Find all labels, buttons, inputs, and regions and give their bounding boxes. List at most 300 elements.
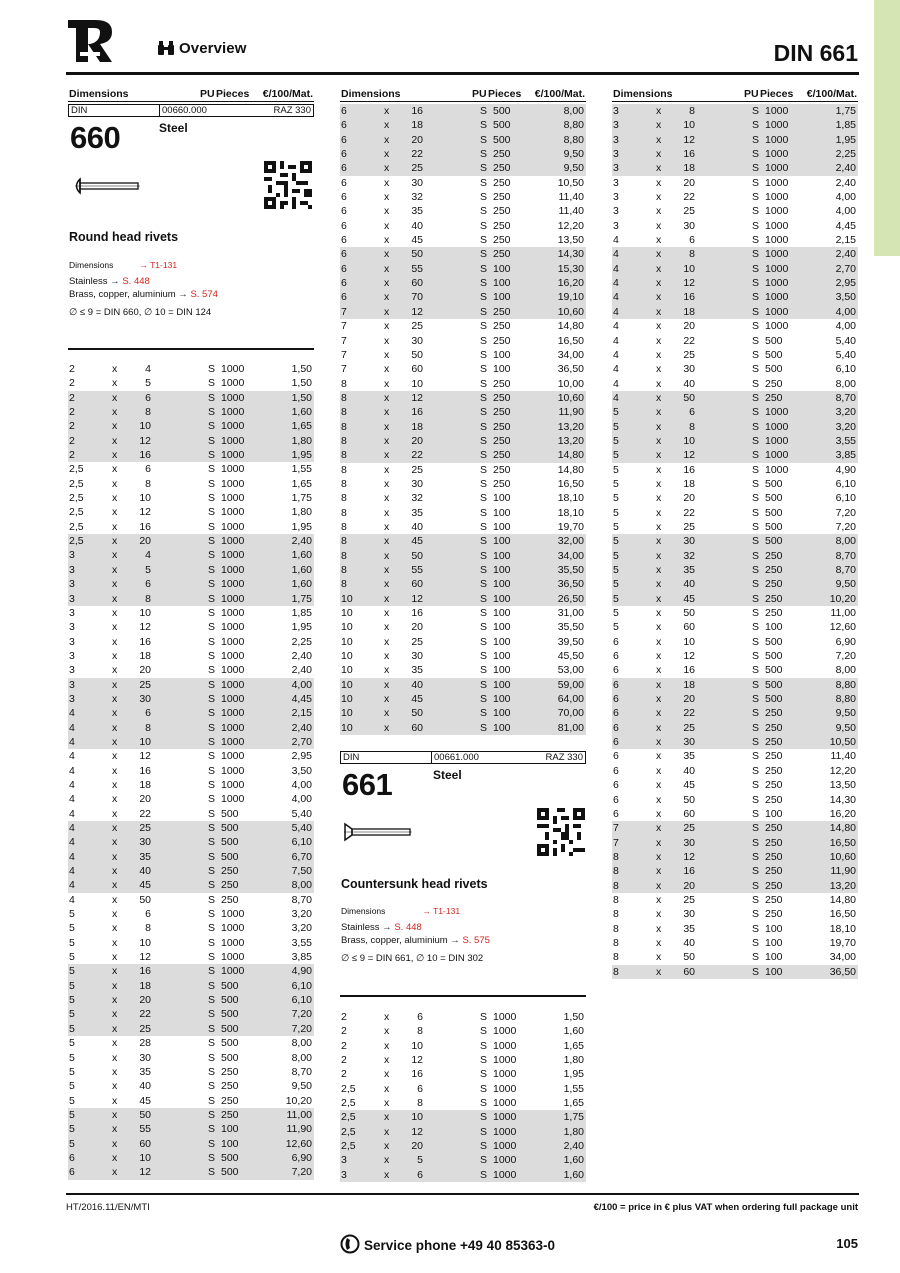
- diameter-cell: 2: [69, 391, 75, 404]
- table-row: [68, 663, 314, 677]
- length-cell: 45: [139, 1094, 151, 1107]
- price-cell: 1,65: [291, 420, 312, 433]
- table-rows: [340, 1010, 586, 1182]
- pieces-cell: 250: [493, 477, 511, 490]
- header-pieces: Pieces: [760, 88, 794, 100]
- stainless-link[interactable]: S. 448: [394, 922, 422, 933]
- pu-code-cell: S: [752, 621, 760, 634]
- length-cell: 10: [139, 606, 151, 619]
- price-cell: 3,85: [291, 951, 312, 964]
- diameter-cell: 4: [69, 865, 75, 878]
- times-cell: x: [656, 922, 662, 935]
- times-cell: x: [656, 463, 662, 476]
- column-3: [612, 84, 858, 979]
- diameter-cell: 6: [613, 807, 619, 820]
- table-row: [612, 334, 858, 348]
- table-row: [340, 233, 586, 247]
- price-cell: 8,80: [835, 693, 856, 706]
- pieces-cell: 250: [493, 449, 511, 462]
- diameter-cell: 3: [341, 1154, 347, 1167]
- document-code: HT/2016.11/EN/MTI: [66, 1202, 150, 1213]
- price-cell: 1,80: [563, 1054, 584, 1067]
- price-cell: 2,25: [835, 148, 856, 161]
- pieces-cell: 1000: [221, 750, 245, 763]
- table-row: [68, 764, 314, 778]
- price-cell: 4,00: [291, 678, 312, 691]
- price-cell: 2,95: [291, 750, 312, 763]
- pieces-cell: 1000: [221, 535, 245, 548]
- table-row: [340, 334, 586, 348]
- pieces-cell: 250: [221, 865, 239, 878]
- price-cell: 14,80: [557, 463, 584, 476]
- stainless-label: Stainless →: [341, 922, 392, 933]
- price-cell: 3,20: [291, 908, 312, 921]
- price-cell: 64,00: [557, 693, 584, 706]
- pieces-cell: 500: [221, 979, 239, 992]
- pu-code-cell: S: [208, 578, 216, 591]
- table-row: [612, 821, 858, 835]
- diameter-cell: 3: [69, 592, 75, 605]
- length-cell: 45: [139, 879, 151, 892]
- pu-code-cell: S: [480, 721, 488, 734]
- price-cell: 11,90: [830, 865, 856, 878]
- din-number: 661: [342, 767, 393, 802]
- times-cell: x: [384, 693, 390, 706]
- length-cell: 6: [689, 406, 695, 419]
- pieces-cell: 1000: [221, 377, 245, 390]
- times-cell: x: [656, 707, 662, 720]
- pu-code-cell: S: [480, 305, 488, 318]
- length-cell: 20: [411, 133, 423, 146]
- length-cell: 60: [411, 277, 423, 290]
- times-cell: x: [384, 621, 390, 634]
- diameter-cell: 8: [341, 463, 347, 476]
- pieces-cell: 1000: [765, 406, 789, 419]
- length-cell: 12: [139, 621, 151, 634]
- pu-code-cell: S: [752, 549, 760, 562]
- table-row: [612, 893, 858, 907]
- times-cell: x: [384, 506, 390, 519]
- pieces-cell: 500: [765, 348, 783, 361]
- length-cell: 16: [139, 520, 151, 533]
- times-cell: x: [112, 477, 118, 490]
- pieces-cell: 250: [765, 377, 783, 390]
- footer-rule: [66, 1193, 859, 1195]
- pieces-cell: 1000: [765, 119, 789, 132]
- times-cell: x: [112, 1037, 118, 1050]
- times-cell: x: [112, 363, 118, 375]
- pu-code-cell: S: [752, 807, 760, 820]
- dimensions-link[interactable]: → T1-131: [422, 906, 461, 916]
- pu-code-cell: S: [752, 879, 760, 892]
- price-cell: 8,80: [563, 119, 584, 132]
- times-cell: x: [656, 750, 662, 763]
- length-cell: 22: [139, 1008, 151, 1021]
- table-row: [340, 1125, 586, 1139]
- price-cell: 26,50: [557, 592, 584, 605]
- length-cell: 4: [145, 363, 151, 375]
- table-row: [340, 1053, 586, 1067]
- length-cell: 5: [417, 1154, 423, 1167]
- price-cell: 4,00: [835, 191, 856, 204]
- pieces-cell: 250: [493, 420, 511, 433]
- pieces-cell: 500: [765, 650, 783, 663]
- pieces-cell: 100: [493, 678, 511, 691]
- table-row: [612, 233, 858, 247]
- pu-code-cell: S: [752, 650, 760, 663]
- table-row: [68, 678, 314, 692]
- pu-code-cell: S: [752, 176, 760, 189]
- pu-code-cell: S: [752, 377, 760, 390]
- stainless-link[interactable]: S. 448: [122, 276, 150, 287]
- pu-code-cell: S: [208, 463, 216, 476]
- times-cell: x: [656, 865, 662, 878]
- times-cell: x: [656, 736, 662, 749]
- length-cell: 8: [417, 1097, 423, 1110]
- pu-code-cell: S: [752, 420, 760, 433]
- length-cell: 30: [683, 736, 695, 749]
- pieces-cell: 1000: [221, 420, 245, 433]
- stainless-label: Stainless →: [69, 276, 120, 287]
- header-price: €/100/Mat.: [534, 88, 585, 100]
- page-number: 105: [836, 1236, 858, 1251]
- times-cell: x: [656, 807, 662, 820]
- length-cell: 12: [683, 133, 695, 146]
- diameter-cell: 5: [69, 1108, 75, 1121]
- times-cell: x: [384, 162, 390, 175]
- pieces-cell: 100: [493, 693, 511, 706]
- pieces-cell: 100: [493, 520, 511, 533]
- length-cell: 40: [139, 1080, 151, 1093]
- table-row: [612, 850, 858, 864]
- pu-code-cell: S: [208, 1037, 216, 1050]
- table-row: [68, 592, 314, 606]
- table-row: [68, 577, 314, 591]
- table-row: [340, 477, 586, 491]
- diameter-cell: 6: [613, 635, 619, 648]
- pu-code-cell: S: [480, 133, 488, 146]
- pu-code-cell: S: [208, 1151, 216, 1164]
- table-row: [68, 620, 314, 634]
- pu-code-cell: S: [752, 363, 760, 376]
- table-row: [612, 434, 858, 448]
- header-dimensions: Dimensions: [613, 88, 673, 100]
- divider: [431, 751, 432, 764]
- times-cell: x: [384, 420, 390, 433]
- price-cell: 8,80: [563, 133, 584, 146]
- table-row: [612, 319, 858, 333]
- table-row: [68, 749, 314, 763]
- diameter-cell: 5: [613, 564, 619, 576]
- dimensions-line: [341, 903, 490, 920]
- pieces-cell: 500: [765, 535, 783, 548]
- times-cell: x: [384, 1068, 390, 1081]
- table-row: [68, 405, 314, 419]
- header-price: €/100/Mat.: [806, 88, 857, 100]
- price-cell: 10,50: [829, 736, 856, 749]
- pieces-cell: 1000: [765, 234, 789, 247]
- length-cell: 30: [683, 908, 695, 921]
- pieces-cell: 250: [221, 1080, 239, 1093]
- price-cell: 59,00: [557, 678, 584, 691]
- pu-code-cell: S: [480, 1097, 488, 1110]
- table-row: [612, 391, 858, 405]
- pieces-cell: 500: [221, 1037, 239, 1050]
- length-cell: 10: [683, 434, 695, 447]
- pu-code-cell: S: [752, 291, 760, 304]
- table-row: [340, 592, 586, 606]
- length-cell: 6: [689, 234, 695, 247]
- times-cell: x: [656, 621, 662, 634]
- pu-code-cell: S: [480, 320, 488, 333]
- dimensions-link[interactable]: → T1-131: [139, 260, 178, 270]
- times-cell: x: [656, 893, 662, 906]
- length-cell: 10: [139, 1151, 151, 1164]
- times-cell: x: [384, 578, 390, 591]
- pieces-cell: 1000: [221, 592, 245, 605]
- table-row: [612, 735, 858, 749]
- diameter-cell: 4: [613, 305, 619, 318]
- pu-code-cell: S: [752, 119, 760, 132]
- length-cell: 10: [411, 1111, 423, 1124]
- pu-code-cell: S: [480, 635, 488, 648]
- diameter-cell: 8: [341, 391, 347, 404]
- price-cell: 1,95: [291, 449, 312, 462]
- diameter-cell: 2,5: [341, 1140, 356, 1153]
- length-cell: 10: [683, 119, 695, 132]
- length-cell: 12: [139, 506, 151, 519]
- diameter-cell: 6: [69, 1166, 75, 1179]
- pieces-cell: 100: [493, 348, 511, 361]
- length-cell: 20: [139, 664, 151, 677]
- diameter-cell: 5: [69, 1022, 75, 1035]
- divider: [159, 104, 160, 117]
- times-cell: x: [384, 248, 390, 261]
- price-cell: 14,80: [829, 822, 856, 835]
- length-cell: 45: [411, 234, 423, 247]
- pieces-cell: 250: [493, 320, 511, 333]
- diameter-cell: 2: [69, 377, 75, 390]
- pieces-cell: 1000: [221, 391, 245, 404]
- times-cell: x: [112, 434, 118, 447]
- pieces-cell: 250: [493, 377, 511, 390]
- table-row: [612, 348, 858, 362]
- table-row: [68, 362, 314, 376]
- pieces-cell: 250: [493, 176, 511, 189]
- table-row: [68, 878, 314, 892]
- times-cell: x: [112, 1108, 118, 1121]
- pieces-cell: 1000: [221, 764, 245, 777]
- length-cell: 10: [139, 936, 151, 949]
- brass-link[interactable]: S. 575: [462, 935, 490, 946]
- pieces-cell: 100: [765, 922, 783, 935]
- pieces-cell: 1000: [765, 291, 789, 304]
- pu-code-cell: S: [208, 750, 216, 763]
- table-row: [68, 391, 314, 405]
- table-row: [612, 907, 858, 921]
- pu-code-cell: S: [752, 191, 760, 204]
- pu-code-cell: S: [208, 908, 216, 921]
- dimensions-line: [69, 257, 218, 274]
- diameter-cell: 10: [341, 664, 353, 677]
- header-rule: [66, 72, 859, 75]
- table-row: [68, 1022, 314, 1036]
- times-cell: x: [384, 1082, 390, 1095]
- brass-link[interactable]: S. 574: [190, 289, 218, 300]
- times-cell: x: [384, 348, 390, 361]
- price-cell: 8,00: [835, 377, 856, 390]
- pu-code-cell: S: [752, 334, 760, 347]
- dimensions-label: Dimensions: [341, 906, 386, 916]
- times-cell: x: [656, 191, 662, 204]
- length-cell: 6: [417, 1168, 423, 1181]
- pieces-cell: 1000: [765, 191, 789, 204]
- price-cell: 5,40: [291, 822, 312, 834]
- price-cell: 81,00: [557, 721, 584, 734]
- pieces-cell: 1000: [765, 219, 789, 232]
- price-cell: 13,50: [557, 234, 584, 247]
- length-cell: 10: [683, 635, 695, 648]
- pieces-cell: 500: [221, 1022, 239, 1035]
- times-cell: x: [656, 564, 662, 576]
- pieces-cell: 100: [221, 1123, 239, 1136]
- diameter-cell: 7: [613, 836, 619, 849]
- diameter-cell: 8: [341, 477, 347, 490]
- diameter-cell: 4: [613, 262, 619, 275]
- pu-code-cell: S: [480, 148, 488, 161]
- diameter-cell: 6: [341, 219, 347, 232]
- diameter-cell: 8: [613, 908, 619, 921]
- table-row: [612, 276, 858, 290]
- pu-code-cell: S: [480, 248, 488, 261]
- table-row: [340, 577, 586, 591]
- table-row: [612, 104, 858, 118]
- times-cell: x: [112, 778, 118, 791]
- length-cell: 35: [683, 750, 695, 763]
- length-cell: 22: [411, 148, 423, 161]
- table-row: [612, 118, 858, 132]
- times-cell: x: [656, 305, 662, 318]
- table-row: [612, 204, 858, 218]
- pu-code-cell: S: [752, 936, 760, 949]
- times-cell: x: [384, 262, 390, 275]
- table-rule: [340, 995, 586, 997]
- pieces-cell: 1000: [221, 908, 245, 921]
- length-cell: 18: [411, 420, 423, 433]
- length-cell: 32: [411, 191, 423, 204]
- length-cell: 8: [145, 721, 151, 734]
- diameter-cell: 5: [613, 549, 619, 562]
- price-cell: 4,00: [835, 320, 856, 333]
- length-cell: 30: [683, 219, 695, 232]
- diameter-cell: 8: [341, 377, 347, 390]
- diameter-cell: 5: [613, 535, 619, 548]
- pu-code-cell: S: [208, 1123, 216, 1136]
- table-row: [68, 635, 314, 649]
- diameter-cell: 6: [613, 707, 619, 720]
- price-cell: 6,90: [291, 1151, 312, 1164]
- pieces-cell: 250: [765, 764, 783, 777]
- pieces-cell: 1000: [493, 1125, 517, 1138]
- times-cell: x: [112, 1022, 118, 1035]
- table-row: [68, 1108, 314, 1122]
- pieces-cell: 1000: [221, 735, 245, 748]
- diameter-cell: 3: [613, 162, 619, 175]
- price-cell: 36,50: [557, 578, 584, 591]
- diameter-cell: 5: [613, 520, 619, 533]
- diameter-cell: 2: [69, 420, 75, 433]
- times-cell: x: [384, 721, 390, 734]
- pu-code-cell: S: [752, 506, 760, 519]
- length-cell: 55: [411, 564, 423, 576]
- diameter-cell: 8: [341, 449, 347, 462]
- diameter-cell: 5: [613, 506, 619, 519]
- price-cell: 11,40: [558, 205, 584, 218]
- times-cell: x: [656, 277, 662, 290]
- times-cell: x: [112, 807, 118, 820]
- diameter-cell: 6: [341, 248, 347, 261]
- table-row: [340, 706, 586, 720]
- price-cell: 12,20: [829, 764, 856, 777]
- table-row: [68, 893, 314, 907]
- times-cell: x: [112, 449, 118, 462]
- pu-code-cell: S: [208, 1080, 216, 1093]
- section-heading: [157, 40, 247, 57]
- table-row: [612, 448, 858, 462]
- table-row: [68, 950, 314, 964]
- length-cell: 25: [139, 1022, 151, 1035]
- pieces-cell: 100: [493, 549, 511, 562]
- table-row: [340, 176, 586, 190]
- pu-code-cell: S: [752, 607, 760, 620]
- pu-code-cell: S: [480, 1154, 488, 1167]
- pieces-cell: 250: [765, 836, 783, 849]
- length-cell: 20: [683, 879, 695, 892]
- diameter-cell: 6: [613, 736, 619, 749]
- pu-code-cell: S: [208, 1065, 216, 1078]
- pieces-cell: 1000: [221, 563, 245, 576]
- table-row: [68, 1094, 314, 1108]
- length-cell: 12: [411, 1054, 423, 1067]
- table-row: [612, 577, 858, 591]
- pieces-cell: 250: [493, 248, 511, 261]
- pieces-cell: 250: [765, 879, 783, 892]
- times-cell: x: [656, 764, 662, 777]
- pu-code-cell: S: [208, 678, 216, 691]
- table-row: [612, 864, 858, 878]
- column-1: [68, 84, 314, 117]
- table-row: [340, 118, 586, 132]
- pu-code-cell: S: [208, 879, 216, 892]
- price-cell: 10,60: [557, 305, 584, 318]
- pieces-cell: 500: [765, 678, 783, 691]
- pu-code-cell: S: [480, 234, 488, 247]
- diameter-cell: 6: [341, 148, 347, 161]
- pu-code-cell: S: [752, 707, 760, 720]
- times-cell: x: [112, 936, 118, 949]
- pu-code-cell: S: [208, 1051, 216, 1064]
- diameter-cell: 5: [69, 1080, 75, 1093]
- times-cell: x: [384, 291, 390, 304]
- raz-code: RAZ 330: [545, 752, 583, 763]
- price-cell: 12,60: [829, 621, 856, 634]
- pu-code-cell: S: [208, 406, 216, 419]
- length-cell: 30: [683, 836, 695, 849]
- pu-code-cell: S: [208, 836, 216, 849]
- diameter-cell: 4: [69, 793, 75, 806]
- length-cell: 45: [683, 779, 695, 792]
- diameter-cell: 2,5: [341, 1125, 356, 1138]
